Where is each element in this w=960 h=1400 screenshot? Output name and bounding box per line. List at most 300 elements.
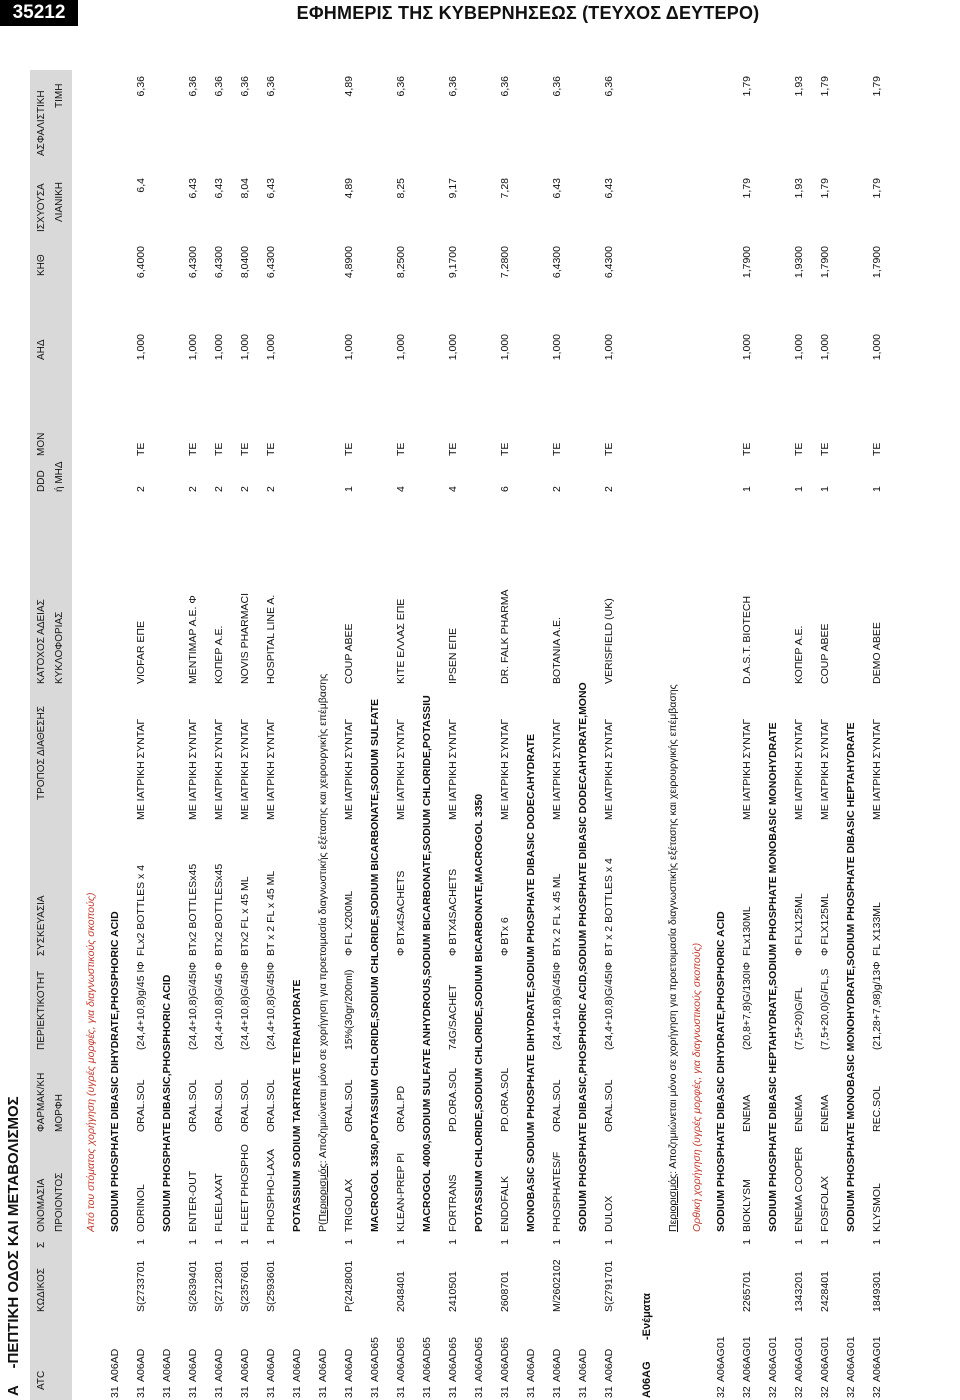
atc-level: 31 (135, 1386, 147, 1398)
kho-value: 8,0400 (239, 246, 251, 279)
atc-code: A06AD (317, 1348, 329, 1382)
insurance-price: 6,36 (187, 76, 199, 97)
strength: (24,4+10,8)G/45ΙΦ (187, 961, 199, 1050)
insurance-price: 6,36 (213, 76, 225, 97)
atc-level: 31 (369, 1386, 381, 1398)
section-letter: A (5, 1385, 22, 1396)
atc-level: 31 (577, 1386, 589, 1398)
dispensing: ΜΕ ΙΑΤΡΙΚΗ ΣΥΝΤΑΓ (447, 718, 459, 820)
product-code: S(2791701 (603, 1260, 615, 1312)
package: Φ BTx4SACHETS (395, 870, 407, 956)
atc-code: A06AG01 (871, 1336, 883, 1382)
ddd-unit: TE (187, 442, 199, 456)
strength: (24,4+10,8)G/45ΙΦ (265, 961, 277, 1050)
atc-code: A06AG01 (715, 1336, 727, 1382)
kho-value: 6,4300 (187, 246, 199, 279)
product-code: S(2639401 (187, 1260, 199, 1312)
atc-level: 32 (819, 1386, 831, 1398)
table-row (544, 70, 570, 1400)
insurance-price: 6,36 (135, 76, 147, 97)
atc-code: A06AG01 (845, 1336, 857, 1382)
ddd-value: 4 (447, 486, 459, 492)
header-aho: ΑΗΔ (36, 339, 47, 360)
ddd-unit: TE (265, 442, 277, 456)
substance-group-row (414, 70, 440, 1400)
ddd-value: 6 (499, 486, 511, 492)
substance-group-row (284, 70, 310, 1400)
ddd-unit: TE (239, 442, 251, 456)
aho-value: 1,000 (187, 334, 199, 361)
kho-value: 4,8900 (343, 246, 355, 279)
atc-code: A06AG01 (793, 1336, 805, 1382)
product-name: FLEET PHOSPHO (239, 1144, 251, 1232)
product-name: FORTRANS (447, 1174, 459, 1232)
product-code: 1849301 (871, 1271, 883, 1312)
pharma-form: REC.SOL (871, 1085, 883, 1132)
atc-code: A06AD65 (395, 1337, 407, 1382)
marketing-holder: BOTANIA A.E. (551, 617, 563, 684)
pharma-form: ORAL.SOL (265, 1079, 277, 1132)
ddd-unit: TE (871, 442, 883, 456)
gazette-title: ΕΦΗΜΕΡΙΣ ΤΗΣ ΚΥΒΕΡΝΗΣΕΩΣ (ΤΕΥΧΟΣ ΔΕΥΤΕΡΟ) (296, 3, 760, 23)
retail-price: 1,79 (871, 178, 883, 199)
atc-code: A06AD (109, 1348, 121, 1382)
substance-name: SODIUM PHOSPHATE DIBASIC DIHYDRATE,PHOSPHORIC ACID (715, 911, 727, 1232)
kho-value: 6,4300 (551, 246, 563, 279)
retail-price: 6,43 (603, 178, 615, 199)
substance-name: SODIUM PHOSPHATE DIBASIC,PHOSPHORIC ACID (161, 974, 173, 1232)
table-row (258, 70, 284, 1400)
pharma-form: ORAL.SOL (135, 1079, 147, 1132)
header-ddd-2: ή ΜΗΔ (54, 461, 65, 492)
atc-code: A06AD (239, 1348, 251, 1382)
substance-name: SODIUM PHOSPHATE MONOBASIC MONOHYDRATE,SODIUM PHOSPHATE DIBASIC HEPTAHYDRATE (845, 722, 857, 1232)
product-code: P(2428001 (343, 1260, 355, 1312)
ddd-unit: TE (499, 442, 511, 456)
marketing-holder: COUP ABEE (819, 623, 831, 684)
atc-level: 32 (793, 1386, 805, 1398)
aho-value: 1,000 (499, 334, 511, 361)
substance-group-row (570, 70, 596, 1400)
restriction-text (666, 82, 680, 1232)
product-code: 2608701 (499, 1271, 511, 1312)
subsection-row (634, 70, 660, 1400)
route-note: Ορθική χορήγηση (υγρές μορφές, για διαγνωστικούς σκοπούς) (691, 942, 703, 1232)
strength: (24,4+10,8)G/45ΙΦ (551, 961, 563, 1050)
atc-level: 31 (213, 1386, 225, 1398)
atc-code: A06AD (343, 1348, 355, 1382)
s-flag: 1 (395, 1239, 407, 1245)
atc-level: 32 (767, 1386, 779, 1398)
header-pack: ΣΥΣΚΕΥΑΣΙΑ (36, 895, 47, 956)
kho-value: 1,7900 (871, 246, 883, 279)
atc-level: 32 (741, 1386, 753, 1398)
product-name: TRIGOLAX (343, 1178, 355, 1232)
retail-price: 8,04 (239, 178, 251, 199)
ddd-unit: TE (793, 442, 805, 456)
dispensing: ΜΕ ΙΑΤΡΙΚΗ ΣΥΝΤΑΓ (213, 718, 225, 820)
aho-value: 1,000 (239, 334, 251, 361)
retail-price: 1,79 (741, 178, 753, 199)
header-mah-2: ΚΥΚΛΟΦΟΡΙΑΣ (54, 611, 65, 684)
atc-level: 31 (525, 1386, 537, 1398)
substance-group-row (102, 70, 128, 1400)
pharma-form: ORAL.SOL (551, 1079, 563, 1132)
kho-value: 9,1700 (447, 246, 459, 279)
ddd-value: 2 (135, 486, 147, 492)
atc-code: A06AD (135, 1348, 147, 1382)
substance-name: POTASSIUM SODIUM TARTRATE TETRAHYDRATE (291, 979, 303, 1232)
atc-level: 32 (715, 1386, 727, 1398)
pharma-form: PD.ORA.SOL (499, 1067, 511, 1132)
s-flag: 1 (603, 1239, 615, 1245)
package: Φ BTX4SACHETS (447, 868, 459, 956)
header-atc: ATC (36, 1370, 47, 1390)
pharma-form: ORAL.PD (395, 1085, 407, 1132)
dispensing: ΜΕ ΙΑΤΡΙΚΗ ΣΥΝΤΑΓ (187, 718, 199, 820)
product-name: KLEAN-PREP PI (395, 1152, 407, 1232)
pharma-form: ORAL.SOL (213, 1079, 225, 1132)
retail-price: 8,25 (395, 178, 407, 199)
s-flag: 1 (343, 1239, 355, 1245)
aho-value: 1,000 (793, 334, 805, 361)
pharma-form: ORAL.SOL (603, 1079, 615, 1132)
dispensing: ΜΕ ΙΑΤΡΙΚΗ ΣΥΝΤΑΓ (819, 718, 831, 820)
dispensing: ΜΕ ΙΑΤΡΙΚΗ ΣΥΝΤΑΓ (793, 718, 805, 820)
product-code: S(2712801 (213, 1260, 225, 1312)
substance-group-row (154, 70, 180, 1400)
product-code: M/2602102 (551, 1259, 563, 1312)
product-code: S(2733701 (135, 1260, 147, 1312)
s-flag: 1 (213, 1239, 225, 1245)
table-row (336, 70, 362, 1400)
header-disp: ΤΡΟΠΟΣ ΔΙΑΘΕΣΗΣ (36, 706, 47, 800)
kho-value: 6,4300 (265, 246, 277, 279)
table-row (734, 70, 760, 1400)
retail-price: 7,28 (499, 178, 511, 199)
retail-price: 1,79 (819, 178, 831, 199)
spacer-row (622, 70, 634, 1400)
ddd-unit: TE (135, 442, 147, 456)
atc-code: A06AD (161, 1348, 173, 1382)
table-row (180, 70, 206, 1400)
product-code: 2428401 (819, 1271, 831, 1312)
retail-price: 6,43 (187, 178, 199, 199)
table-row (596, 70, 622, 1400)
atc-code: A06AD65 (421, 1337, 433, 1382)
s-flag: 1 (447, 1239, 459, 1245)
ddd-value: 4 (395, 486, 407, 492)
retail-price: 1,93 (793, 178, 805, 199)
ddd-value: 2 (239, 486, 251, 492)
strength: (24,4+10,8)G/45ΙΦ (239, 961, 251, 1050)
aho-value: 1,000 (871, 334, 883, 361)
atc-level: 31 (109, 1386, 121, 1398)
pharma-form: ORAL.SOL (343, 1079, 355, 1132)
insurance-price: 6,36 (603, 76, 615, 97)
marketing-holder: D.A.S.T. BIOTECH (741, 595, 753, 684)
subsection-title: -Ενέματα (641, 1293, 653, 1340)
s-flag: 1 (819, 1239, 831, 1245)
kho-value: 6,4300 (603, 246, 615, 279)
atc-level: 31 (239, 1386, 251, 1398)
section-heading (2, 1096, 26, 1396)
atc-code: A06AD65 (447, 1337, 459, 1382)
ddd-value: 2 (551, 486, 563, 492)
atc-level: 31 (447, 1386, 459, 1398)
atc-level: 32 (845, 1386, 857, 1398)
aho-value: 1,000 (343, 334, 355, 361)
atc-level: 31 (421, 1386, 433, 1398)
atc-level: 31 (161, 1386, 173, 1398)
header-name-2: ΠΡΟΙΟΝΤΟΣ (54, 1172, 65, 1232)
header-kho: ΚΗΘ (36, 254, 47, 276)
ddd-value: 2 (603, 486, 615, 492)
marketing-holder: ΚΙΤΕ ΕΛΛΑΣ ΕΠΕ (395, 598, 407, 684)
package: BT x 2 BOTTLES x 4 (603, 858, 615, 956)
s-flag: 1 (741, 1239, 753, 1245)
atc-level: 31 (473, 1386, 485, 1398)
dispensing: ΜΕ ΙΑΤΡΙΚΗ ΣΥΝΤΑΓ (265, 718, 277, 820)
marketing-holder: VIOFAR ΕΠΕ (135, 620, 147, 684)
marketing-holder: ΚΟΠΕΡ Α.Ε. (793, 625, 805, 684)
retail-price: 9,17 (447, 178, 459, 199)
aho-value: 1,000 (135, 334, 147, 361)
kho-value: 1,9300 (793, 246, 805, 279)
insurance-price: 1,93 (793, 76, 805, 97)
marketing-holder: IPSEN ΕΠΕ (447, 627, 459, 684)
subsection-atc: A06AG (641, 1361, 653, 1398)
table-row (128, 70, 154, 1400)
header-code: ΚΩΔΙΚΟΣ (36, 1268, 47, 1312)
atc-code: A06AD (291, 1348, 303, 1382)
route-note-row (80, 70, 102, 1400)
package: FLx2 BOTTLES x 4 (135, 864, 147, 956)
header-name: ΟΝΟΜΑΣΙΑ (36, 1178, 47, 1232)
ddd-unit: TE (447, 442, 459, 456)
restriction-prefix: P( (317, 1221, 329, 1232)
insurance-price: 6,36 (551, 76, 563, 97)
aho-value: 1,000 (447, 334, 459, 361)
atc-code: A06AG01 (767, 1336, 779, 1382)
s-flag: 1 (135, 1239, 147, 1245)
package: Φ FL X200ML (343, 890, 355, 956)
substance-group-row (518, 70, 544, 1400)
marketing-holder: DEMO ABEE (871, 622, 883, 684)
retail-price: 4,89 (343, 178, 355, 199)
product-code: 1343201 (793, 1271, 805, 1312)
insurance-price: 6,36 (395, 76, 407, 97)
dispensing: ΜΕ ΙΑΤΡΙΚΗ ΣΥΝΤΑΓ (135, 718, 147, 820)
route-note: Από του στόματος χορήγηση (υγρές μορφές, για διαγνωστικούς σκοπούς) (85, 892, 97, 1232)
aho-value: 1,000 (551, 334, 563, 361)
marketing-holder: COUP ABEE (343, 623, 355, 684)
pharma-form: ENEMA (741, 1094, 753, 1132)
atc-code: A06AD (525, 1348, 537, 1382)
marketing-holder: NOVIS PHARMACI (239, 592, 251, 684)
aho-value: 1,000 (213, 334, 225, 361)
ddd-value: 2 (265, 486, 277, 492)
atc-level: 32 (871, 1386, 883, 1398)
insurance-price: 1,79 (871, 76, 883, 97)
kho-value: 8,2500 (395, 246, 407, 279)
product-name: FLEELAXAT (213, 1173, 225, 1232)
substance-group-row (760, 70, 786, 1400)
header-price-2: ΤΙΜΗ (54, 83, 65, 108)
strength: (24,4+10,8)G/45ΙΦ (603, 961, 615, 1050)
product-code: 2410501 (447, 1271, 459, 1312)
header-ddd: DDD (36, 470, 47, 492)
ddd-unit: TE (213, 442, 225, 456)
atc-level: 31 (499, 1386, 511, 1398)
package: BTx 2 FL x 45 ML (551, 873, 563, 956)
header-s: Σ (36, 1241, 47, 1248)
insurance-price: 1,79 (741, 76, 753, 97)
ddd-value: 2 (187, 486, 199, 492)
header-form: ΦΑΡΜΑΚ/ΚΗ (36, 1072, 47, 1132)
dispensing: ΜΕ ΙΑΤΡΙΚΗ ΣΥΝΤΑΓ (499, 718, 511, 820)
ddd-unit: TE (741, 442, 753, 456)
route-note-row (686, 70, 708, 1400)
s-flag: 1 (551, 1239, 563, 1245)
atc-code: A06AD (213, 1348, 225, 1382)
header-retail: ΙΣΧΥΟΥΣΑ (36, 183, 47, 232)
strength: (24,4+10,8)g/45 ΙΦ (135, 961, 147, 1050)
atc-code: A06AD65 (473, 1337, 485, 1382)
strength: (21,28+7,98)g/13Φ (871, 961, 883, 1050)
package: FL X133ML (871, 902, 883, 956)
substance-group-row (708, 70, 734, 1400)
s-flag: 1 (265, 1239, 277, 1245)
dispensing: ΜΕ ΙΑΤΡΙΚΗ ΣΥΝΤΑΓ (239, 718, 251, 820)
table-row (440, 70, 466, 1400)
ddd-unit: TE (551, 442, 563, 456)
dispensing: ΜΕ ΙΑΤΡΙΚΗ ΣΥΝΤΑΓ (871, 718, 883, 820)
atc-code: A06AG01 (741, 1336, 753, 1382)
retail-price: 6,43 (551, 178, 563, 199)
package: BTx2 BOTTLESx45 (213, 863, 225, 956)
atc-code: A06AD65 (499, 1337, 511, 1382)
table-row (812, 70, 838, 1400)
product-name: KLYSMOL (871, 1183, 883, 1232)
product-code: 2048401 (395, 1271, 407, 1312)
product-name: PHOSPHO-LAXA (265, 1149, 277, 1232)
pharma-form: ENEMA (793, 1094, 805, 1132)
atc-code: A06AG01 (819, 1336, 831, 1382)
product-name: ENDOFALK (499, 1175, 511, 1232)
restriction-body: : Αποζημιώνεται μόνο σε χορήγηση για προετοιμασία διαγνωστικής εξέτασης και χειρουργικής επέμβασης (317, 673, 329, 1164)
table-body (80, 70, 890, 1400)
atc-level: 31 (551, 1386, 563, 1398)
atc-code: A06AD65 (369, 1337, 381, 1382)
strength: 74G/SACHET (447, 984, 459, 1050)
restriction-row (660, 70, 686, 1400)
atc-level: 31 (395, 1386, 407, 1398)
s-flag: 1 (871, 1239, 883, 1245)
aho-value: 1,000 (741, 334, 753, 361)
section-title: -ΠΕΠΤΙΚΗ ΟΔΟΣ ΚΑΙ ΜΕΤΑΒΟΛΙΣΜΟΣ (5, 1096, 22, 1369)
marketing-holder: VERISFIELD (UK) (603, 598, 615, 684)
pharma-form: ENEMA (819, 1094, 831, 1132)
insurance-price: 6,36 (499, 76, 511, 97)
dispensing: ΜΕ ΙΑΤΡΙΚΗ ΣΥΝΤΑΓ (603, 718, 615, 820)
atc-level: 31 (343, 1386, 355, 1398)
substance-name: MONOBASIC SODIUM PHOSPHATE DIHYDRATE,SODIUM PHOSPHATE DIBASIC DODECAHYDRATE (525, 734, 537, 1232)
header-mon: MON (36, 432, 47, 456)
substance-group-row (466, 70, 492, 1400)
marketing-holder: ΜΕΝΤΙΜΑΡ Α.Ε. Φ (187, 595, 199, 684)
insurance-price: 6,36 (447, 76, 459, 97)
marketing-holder: HOSPITAL LINE A. (265, 594, 277, 684)
ddd-value: 1 (343, 486, 355, 492)
dispensing: ΜΕ ΙΑΤΡΙΚΗ ΣΥΝΤΑΓ (741, 718, 753, 820)
pharma-form: ORAL.SOL (239, 1079, 251, 1132)
pharma-form: ORAL.SOL (187, 1079, 199, 1132)
dispensing: ΜΕ ΙΑΤΡΙΚΗ ΣΥΝΤΑΓ (395, 718, 407, 820)
substance-group-row (362, 70, 388, 1400)
product-name: ENEMA COOPER (793, 1146, 805, 1232)
rotated-table-page (0, 70, 940, 1400)
substance-name: SODIUM PHOSPHATE DIBASIC DIHYDRATE,PHOSPHORIC ACID (109, 911, 121, 1232)
package: Φ BTx 6 (499, 917, 511, 956)
product-code: 2265701 (741, 1271, 753, 1312)
header-strength: ΠΕΡΙΕΚΤΙΚΟΤΗΤ (36, 970, 47, 1050)
page-number: 35212 (0, 0, 78, 26)
s-flag: 1 (239, 1239, 251, 1245)
ddd-value: 1 (741, 486, 753, 492)
header-retail-2: ΛΙΑΝΙΚΗ (54, 181, 65, 222)
kho-value: 1,7900 (741, 246, 753, 279)
ddd-value: 1 (793, 486, 805, 492)
aho-value: 1,000 (395, 334, 407, 361)
atc-code: A06AD (577, 1348, 589, 1382)
dispensing: ΜΕ ΙΑΤΡΙΚΗ ΣΥΝΤΑΓ (551, 718, 563, 820)
pharma-form: PD.ORA.SOL (447, 1067, 459, 1132)
substance-group-row (838, 70, 864, 1400)
table-row (232, 70, 258, 1400)
package: Φ FLX125ML (793, 893, 805, 956)
s-flag: 1 (187, 1239, 199, 1245)
retail-price: 6,43 (213, 178, 225, 199)
atc-level: 31 (265, 1386, 277, 1398)
kho-value: 6,4300 (213, 246, 225, 279)
aho-value: 1,000 (603, 334, 615, 361)
strength: (7,5+20)G/FL (793, 987, 805, 1050)
ddd-unit: TE (819, 442, 831, 456)
atc-level: 31 (291, 1386, 303, 1398)
product-name: DULOX (603, 1195, 615, 1232)
atc-code: A06AD (603, 1348, 615, 1382)
table-header (30, 70, 72, 1400)
header-price: ΑΣΦΑΛΙΣΤΙΚΗ (36, 90, 47, 156)
strength: 15%(30gr/200ml) (343, 969, 355, 1050)
dispensing: ΜΕ ΙΑΤΡΙΚΗ ΣΥΝΤΑΓ (343, 718, 355, 820)
header-form-2: ΜΟΡΦΗ (54, 1094, 65, 1132)
package: Φ FLX125ML (819, 893, 831, 956)
strength: (20,8+7,8)G/130ΙΦ (741, 961, 753, 1050)
atc-code: A06AD (551, 1348, 563, 1382)
product-name: ENTER-OUT (187, 1170, 199, 1232)
ddd-unit: TE (603, 442, 615, 456)
restriction-body: : Αποζημιώνεται μόνο σε χορήγηση για προετοιμασία διαγνωστικής εξέτασης και χειρουργικής επέμβασης (667, 684, 679, 1174)
strength: (24,4+10,8)G/45 Φ (213, 961, 225, 1050)
insurance-price: 1,79 (819, 76, 831, 97)
ddd-unit: TE (395, 442, 407, 456)
substance-name: MACROGOL 4000,SODIUM SULFATE ANHYDROUS,SODIUM BICARBONATE,SODIUM CHLORIDE,POTASSIU (421, 695, 433, 1232)
table-row (206, 70, 232, 1400)
atc-level: 31 (317, 1386, 329, 1398)
insurance-price: 6,36 (239, 76, 251, 97)
